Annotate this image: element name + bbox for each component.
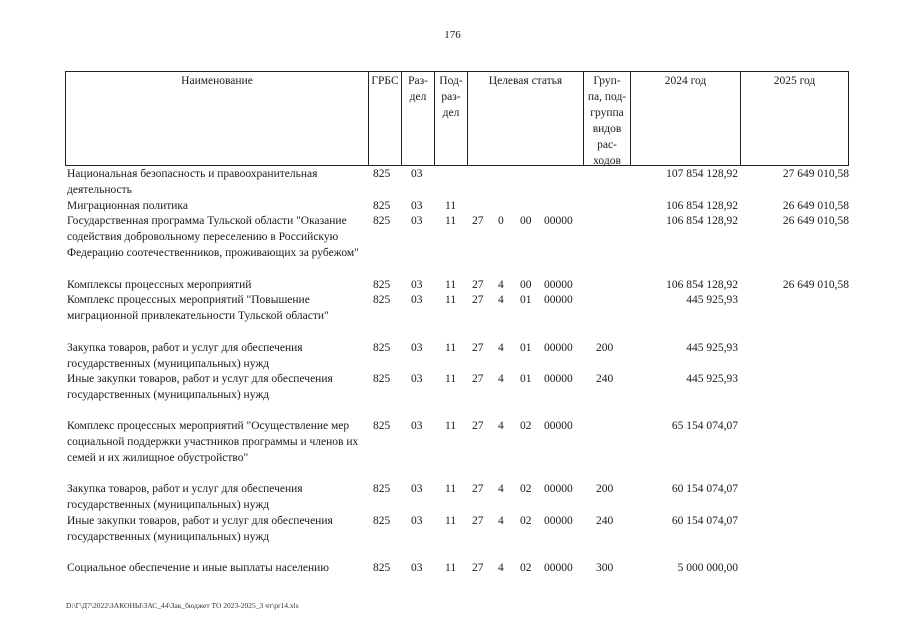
- row-name: Комплекс процессных мероприятий "Повышение миграционной привлекательности Тульской области": [67, 294, 329, 322]
- header-group: Груп- па, под- группа видов рас- ходов: [583, 72, 630, 165]
- row-podrazdel: 11: [445, 279, 457, 291]
- row-podrazdel: 11: [445, 420, 457, 432]
- row-grbs: 825: [373, 373, 391, 385]
- row-razdel: 03: [411, 279, 423, 291]
- row-2024: 106 854 128,92: [666, 279, 738, 291]
- row-target-4: 00000: [544, 294, 573, 306]
- row-name: Комплексы процессных мероприятий: [67, 279, 252, 291]
- row-target-3: 00: [520, 215, 532, 227]
- row-2024: 445 925,93: [686, 294, 738, 306]
- row-target-2: 0: [498, 215, 504, 227]
- file-path-footer: D:\Г\Д7\2022\ЗАКОНЫ\ЗАС_44\Зак_бюджет ТО 2023-2025_3 чт\pr14.xls: [66, 601, 299, 610]
- row-name: Иные закупки товаров, работ и услуг для обеспечения государственных (муниципальных) нужд: [67, 373, 333, 401]
- row-target-4: 00000: [544, 483, 573, 495]
- row-podrazdel: 11: [445, 342, 457, 354]
- row-name: Закупка товаров, работ и услуг для обеспечения государственных (муниципальных) нужд: [67, 483, 303, 511]
- row-target-4: 00000: [544, 342, 573, 354]
- row-grbs: 825: [373, 515, 391, 527]
- row-grbs: 825: [373, 279, 391, 291]
- row-razdel: 03: [411, 215, 423, 227]
- row-target-3: 01: [520, 342, 532, 354]
- row-podrazdel: 11: [445, 483, 457, 495]
- row-name: Комплекс процессных мероприятий "Осуществление мер социальной поддержки участников программы и членов их семей и их жилищное обустройство": [67, 420, 359, 464]
- row-group: 300: [596, 562, 614, 574]
- row-razdel: 03: [411, 342, 423, 354]
- row-razdel: 03: [411, 562, 423, 574]
- row-grbs: 825: [373, 342, 391, 354]
- row-target-3: 02: [520, 483, 532, 495]
- row-name: Иные закупки товаров, работ и услуг для обеспечения государственных (муниципальных) нужд: [67, 515, 333, 543]
- table-header: [65, 71, 849, 166]
- row-target-1: 27: [472, 420, 484, 432]
- row-target-2: 4: [498, 279, 504, 291]
- row-podrazdel: 11: [445, 215, 457, 227]
- row-target-1: 27: [472, 483, 484, 495]
- row-target-1: 27: [472, 294, 484, 306]
- row-target-1: 27: [472, 215, 484, 227]
- row-target-4: 00000: [544, 420, 573, 432]
- header-razdel: Раз- дел: [401, 72, 434, 165]
- row-target-1: 27: [472, 342, 484, 354]
- row-grbs: 825: [373, 562, 391, 574]
- row-2024: 60 154 074,07: [671, 515, 738, 527]
- row-grbs: 825: [373, 483, 391, 495]
- header-2025: 2025 год: [740, 72, 848, 165]
- row-target-4: 00000: [544, 373, 573, 385]
- row-target-4: 00000: [544, 215, 573, 227]
- row-target-2: 4: [498, 342, 504, 354]
- row-name: Социальное обеспечение и иные выплаты населению: [67, 562, 329, 574]
- row-target-2: 4: [498, 373, 504, 385]
- row-target-3: 02: [520, 515, 532, 527]
- header-target: Целевая статья: [467, 72, 583, 165]
- row-group: 200: [596, 483, 614, 495]
- row-podrazdel: 11: [445, 515, 457, 527]
- row-podrazdel: 11: [445, 294, 457, 306]
- row-2024: 65 154 074,07: [671, 420, 738, 432]
- row-target-3: 01: [520, 294, 532, 306]
- row-2024: 107 854 128,92: [666, 168, 738, 180]
- row-2024: 445 925,93: [686, 342, 738, 354]
- row-name: Миграционная политика: [67, 200, 188, 212]
- row-2024: 60 154 074,07: [671, 483, 738, 495]
- row-target-2: 4: [498, 562, 504, 574]
- row-name: Государственная программа Тульской области "Оказание содействия добровольному переселению в Российскую Федерацию соотечественников, проживающих за рубежом": [67, 215, 359, 259]
- row-target-3: 00: [520, 279, 532, 291]
- row-target-1: 27: [472, 515, 484, 527]
- row-razdel: 03: [411, 420, 423, 432]
- row-razdel: 03: [411, 515, 423, 527]
- row-target-4: 00000: [544, 279, 573, 291]
- row-2025: 26 649 010,58: [782, 215, 849, 227]
- row-name: Национальная безопасность и правоохранительная деятельность: [67, 168, 318, 196]
- row-name: Закупка товаров, работ и услуг для обеспечения государственных (муниципальных) нужд: [67, 342, 303, 370]
- row-2025: 26 649 010,58: [782, 279, 849, 291]
- row-razdel: 03: [411, 168, 423, 180]
- row-target-2: 4: [498, 420, 504, 432]
- row-2024: 106 854 128,92: [666, 200, 738, 212]
- row-grbs: 825: [373, 420, 391, 432]
- row-razdel: 03: [411, 294, 423, 306]
- row-target-1: 27: [472, 562, 484, 574]
- header-grbs: ГРБС: [368, 72, 401, 165]
- row-target-1: 27: [472, 373, 484, 385]
- row-grbs: 825: [373, 168, 391, 180]
- row-grbs: 825: [373, 200, 391, 212]
- row-podrazdel: 11: [445, 200, 457, 212]
- row-target-2: 4: [498, 294, 504, 306]
- row-group: 240: [596, 515, 614, 527]
- row-target-4: 00000: [544, 515, 573, 527]
- header-name: Наименование: [181, 75, 253, 87]
- row-razdel: 03: [411, 200, 423, 212]
- page-number: 176: [444, 29, 461, 41]
- row-target-2: 4: [498, 483, 504, 495]
- row-group: 200: [596, 342, 614, 354]
- row-podrazdel: 11: [445, 562, 457, 574]
- row-podrazdel: 11: [445, 373, 457, 385]
- row-2025: 27 649 010,58: [782, 168, 849, 180]
- row-target-3: 01: [520, 373, 532, 385]
- row-grbs: 825: [373, 294, 391, 306]
- row-target-3: 02: [520, 420, 532, 432]
- row-2024: 5 000 000,00: [677, 562, 738, 574]
- row-target-4: 00000: [544, 562, 573, 574]
- row-target-2: 4: [498, 515, 504, 527]
- row-group: 240: [596, 373, 614, 385]
- row-target-3: 02: [520, 562, 532, 574]
- header-podrazdel: Под- раз- дел: [434, 72, 467, 165]
- row-grbs: 825: [373, 215, 391, 227]
- row-2024: 445 925,93: [686, 373, 738, 385]
- row-2024: 106 854 128,92: [666, 215, 738, 227]
- row-razdel: 03: [411, 483, 423, 495]
- row-target-1: 27: [472, 279, 484, 291]
- header-2024: 2024 год: [630, 72, 740, 165]
- row-razdel: 03: [411, 373, 423, 385]
- row-2025: 26 649 010,58: [782, 200, 849, 212]
